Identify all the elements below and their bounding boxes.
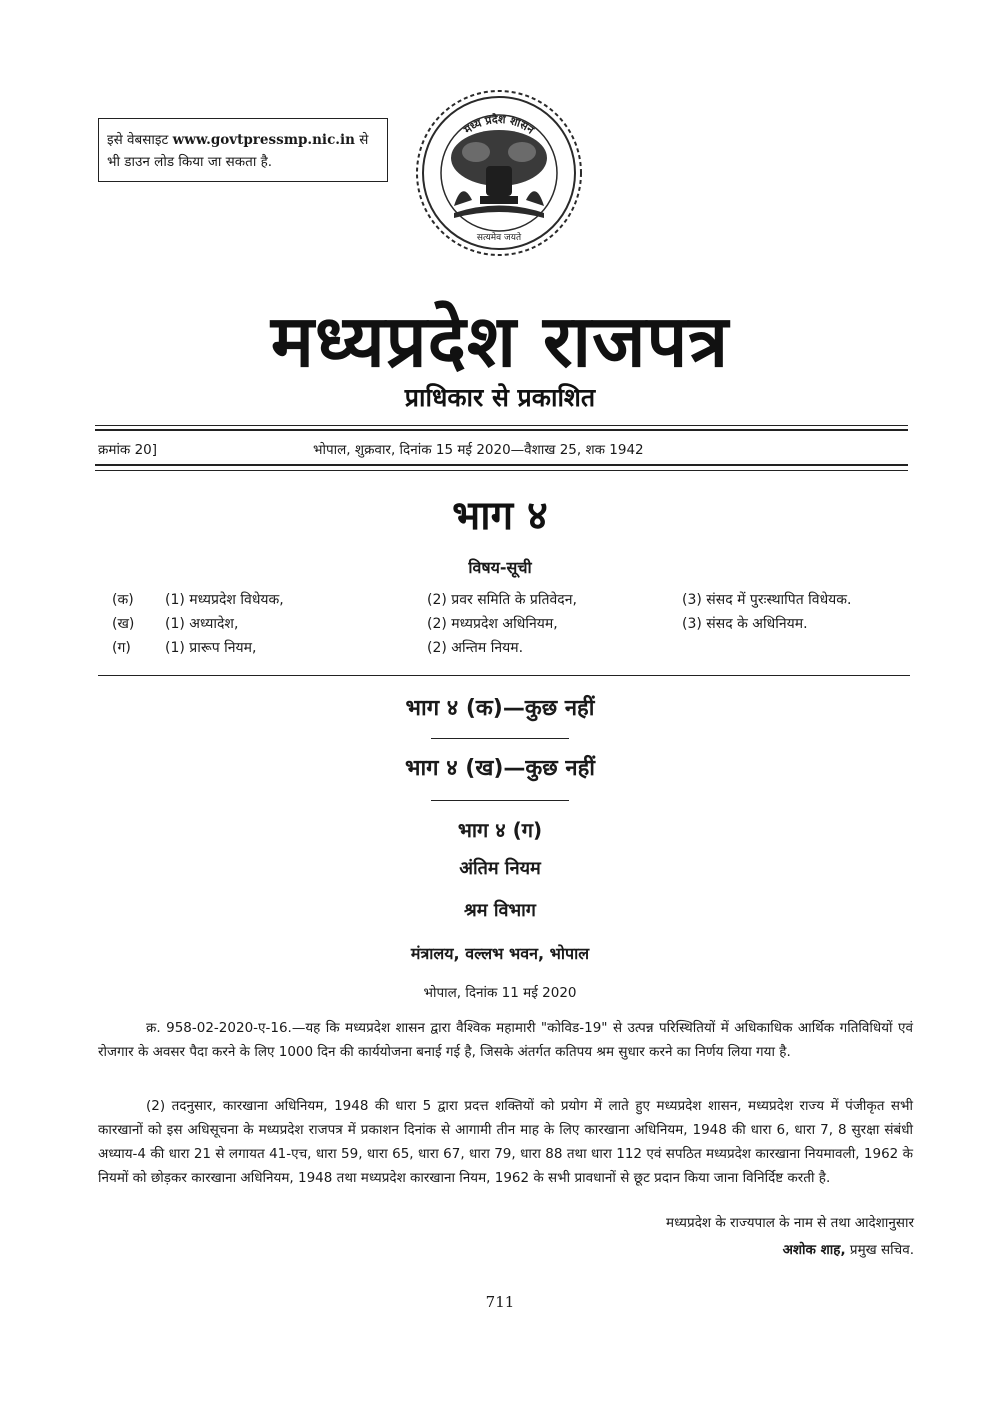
index-table xyxy=(0,590,1000,660)
signature-authority: मध्यप्रदेश के राज्यपाल के नाम से तथा आदेशानुसार xyxy=(666,1215,914,1231)
page-number: 711 xyxy=(485,1293,515,1311)
part-c-heading: भाग ४ (ग) xyxy=(457,818,543,842)
divider-top-2 xyxy=(95,429,908,431)
signatory-name: अशोक शाह, xyxy=(782,1242,846,1258)
emblem-icon xyxy=(414,88,584,258)
section-divider xyxy=(431,800,569,801)
ministry-heading: मंत्रालय, वल्लभ भवन, भोपाल xyxy=(410,944,590,963)
part-title: भाग ४ xyxy=(452,493,548,539)
masthead-subtitle: प्राधिकार से प्रकाशित xyxy=(404,383,596,412)
website-notice-box xyxy=(98,118,388,182)
issue-date: भोपाल, शुक्रवार, दिनांक 15 मई 2020—वैशाख 25, शक 1942 xyxy=(313,442,644,458)
index-letter: (ख) xyxy=(112,616,135,632)
seal-motto: सत्यमेव जयते xyxy=(476,233,522,243)
index-item: (1) अध्यादेश, xyxy=(165,616,239,632)
section-divider xyxy=(431,738,569,739)
notice-suffix: से xyxy=(359,132,369,148)
notification-paragraph-2: (2) तदनुसार, कारखाना अधिनियम, 1948 की धारा 5 द्वारा प्रदत्त शक्तियों को प्रयोग में लाते हुए मध्यप्रदेश शासन, मध्यप्रदेश राज्य में पंजीकृत सभी कारखानों को इस अधिसूचना के मध्यप्रदेश राजपत्र में प्रकाशन दिनांक से आगामी तीन माह के लिए कारखाना अधिनियम, 1948 की धारा 6, धारा 7, 8 सुरक्षा संबंधी अध्याय-4 की धारा 21 से लगायत 41-एच, धारा 59, धारा 65, धारा 67, धारा 79, धारा 88 तथा धारा 112 एवं सपठित मध्यप्रदेश कारखाना नियमावली, 1962 के नियमों को छोड़कर कारखाना अधिनियम, 1948 तथा मध्यप्रदेश कारखाना नियम, 1962 के सभी प्रावधानों से छूट प्रदान किया जाना विनिर्दिष्ट करती है. xyxy=(98,1098,913,1186)
index-letter: (ग) xyxy=(112,640,131,656)
index-letter: (क) xyxy=(112,592,134,608)
signature-block xyxy=(783,1240,914,1258)
divider-bottom-2 xyxy=(95,470,908,471)
part-b-heading: भाग ४ (ख)—कुछ नहीं xyxy=(405,756,595,781)
index-item: (2) अन्तिम नियम. xyxy=(427,640,524,656)
website-link[interactable]: www.govtpressmp.nic.in xyxy=(172,132,355,148)
index-item: (1) मध्यप्रदेश विधेयक, xyxy=(165,592,284,608)
index-item: (2) प्रवर समिति के प्रतिवेदन, xyxy=(427,592,577,608)
state-emblem-seal xyxy=(414,88,584,258)
notice-line-2: भी डाउन लोड किया जा सकता है. xyxy=(107,154,273,170)
index-item: (1) प्रारूप नियम, xyxy=(165,640,257,656)
masthead-title: मध्यप्रदेश राजपत्र xyxy=(270,299,730,383)
department-heading: श्रम विभाग xyxy=(464,900,536,921)
notice-line-1 xyxy=(107,129,379,151)
divider-top-1 xyxy=(95,425,908,426)
issue-number: क्रमांक 20] xyxy=(98,442,158,458)
index-divider xyxy=(98,675,910,676)
notification-paragraph-1: क्र. 958-02-2020-ए-16.—यह कि मध्यप्रदेश शासन द्वारा वैश्विक महामारी "कोविड-19" से उत्पन्न परिस्थितियों में अधिकाधिक आर्थिक गतिविधियों एवं रोजगार के अवसर पैदा करने के लिए 1000 दिन की कार्ययोजना बनाई गई है, जिसके अंतर्गत कतिपय श्रम सुधार करने का निर्णय लिया गया है. xyxy=(98,1020,913,1060)
index-item: (3) संसद में पुरःस्थापित विधेयक. xyxy=(682,592,852,608)
notice-prefix: इसे वेबसाइट xyxy=(107,132,169,148)
final-rules-heading: अंतिम नियम xyxy=(459,858,541,879)
divider-bottom-1 xyxy=(95,464,908,466)
index-item: (2) मध्यप्रदेश अधिनियम, xyxy=(427,616,558,632)
index-item: (3) संसद के अधिनियम. xyxy=(682,616,808,632)
seal-top-text: मध्य प्रदेश शासन xyxy=(461,112,537,137)
notice-date: भोपाल, दिनांक 11 मई 2020 xyxy=(423,985,577,1001)
part-a-heading: भाग ४ (क)—कुछ नहीं xyxy=(405,696,595,721)
index-heading: विषय-सूची xyxy=(468,558,532,577)
signatory-designation: प्रमुख सचिव. xyxy=(849,1242,914,1258)
